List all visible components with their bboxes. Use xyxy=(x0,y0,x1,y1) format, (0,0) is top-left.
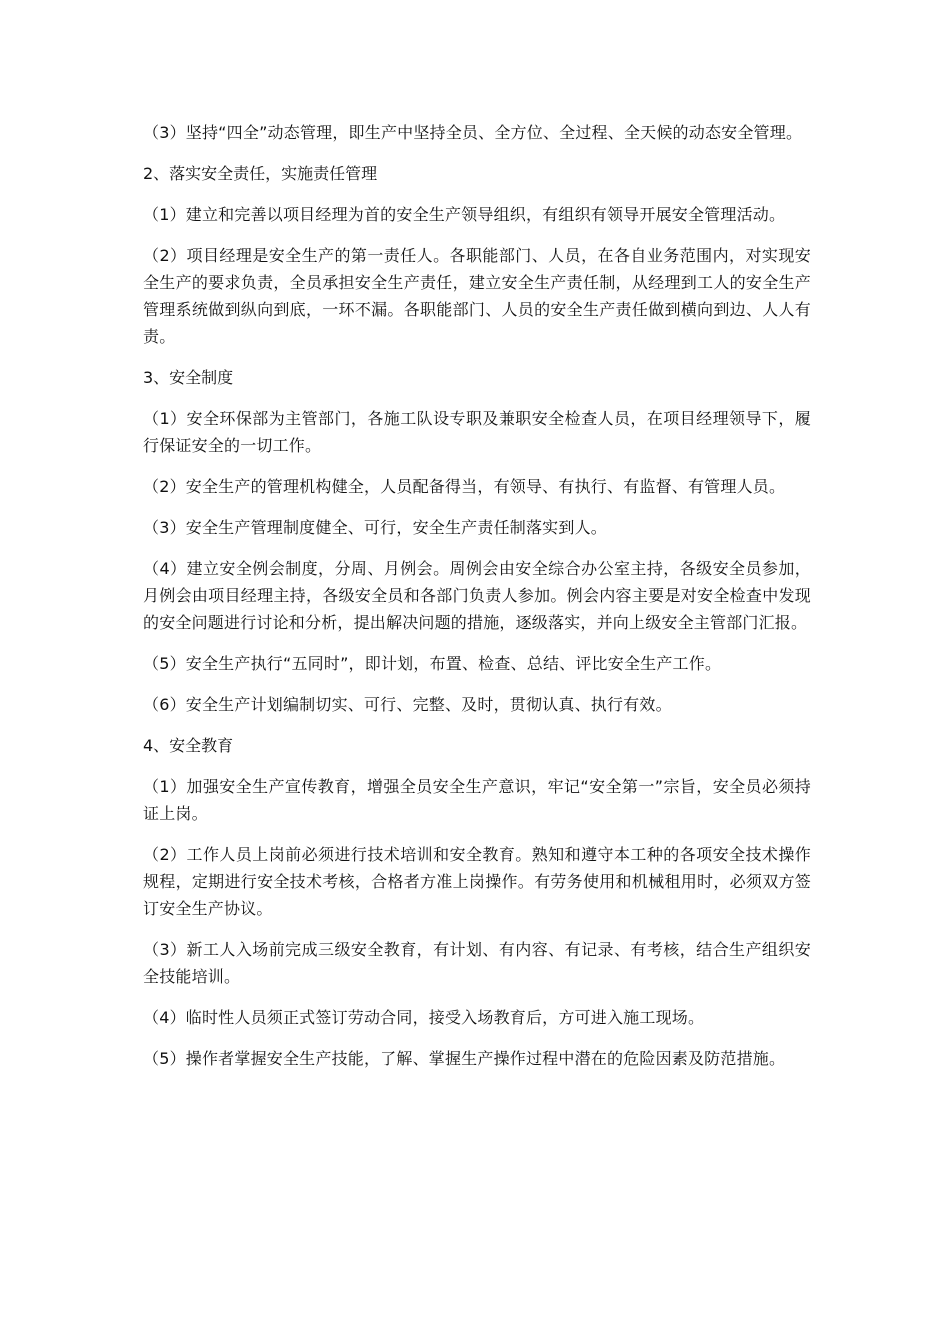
document-page xyxy=(143,119,811,1086)
paragraph-2-2: （2）项目经理是安全生产的第一责任人。各职能部门、人员，在各自业务范围内，对实现安全生产的要求负责，全员承担安全生产责任，建立安全生产责任制，从经理到工人的安全生产管理系统做到纵向到底，一环不漏。各职能部门、人员的安全生产责任做到横向到边、人人有责。 xyxy=(143,246,811,346)
paragraph-item-3-four-total: （3）坚持“四全”动态管理，即生产中坚持全员、全方位、全过程、全天候的动态安全管理。 xyxy=(143,123,803,142)
paragraph-2-1: （1）建立和完善以项目经理为首的安全生产领导组织，有组织有领导开展安全管理活动。 xyxy=(143,205,786,224)
paragraph-4-2: （2）工作人员上岗前必须进行技术培训和安全教育。熟知和遵守本工种的各项安全技术操作规程，定期进行安全技术考核，合格者方准上岗操作。有劳务使用和机械租用时，必须双方签订安全生产协议。 xyxy=(143,845,811,918)
paragraph-4-1: （1）加强安全生产宣传教育，增强全员安全生产意识，牢记“安全第一”宗旨，安全员必须持证上岗。 xyxy=(143,777,811,823)
section-heading-2: 2、落实安全责任，实施责任管理 xyxy=(143,164,378,183)
paragraph-4-3: （3）新工人入场前完成三级安全教育，有计划、有内容、有记录、有考核，结合生产组织安全技能培训。 xyxy=(143,940,811,986)
paragraph-3-2: （2）安全生产的管理机构健全，人员配备得当，有领导、有执行、有监督、有管理人员。 xyxy=(143,477,786,496)
paragraph-3-5: （5）安全生产执行“五同时”，即计划，布置、检查、总结、评比安全生产工作。 xyxy=(143,654,722,673)
section-heading-4: 4、安全教育 xyxy=(143,736,234,755)
paragraph-4-4: （4）临时性人员须正式签订劳动合同，接受入场教育后，方可进入施工现场。 xyxy=(143,1008,705,1027)
paragraph-3-3: （3）安全生产管理制度健全、可行，安全生产责任制落实到人。 xyxy=(143,518,607,537)
section-heading-3: 3、安全制度 xyxy=(143,368,234,387)
paragraph-4-5: （5）操作者掌握安全生产技能，了解、掌握生产操作过程中潜在的危险因素及防范措施。 xyxy=(143,1049,786,1068)
paragraph-3-4: （4）建立安全例会制度，分周、月例会。周例会由安全综合办公室主持，各级安全员参加，月例会由项目经理主持，各级安全员和各部门负责人参加。例会内容主要是对安全检查中发现的安全问题进行讨论和分析，提出解决问题的措施，逐级落实，并向上级安全主管部门汇报。 xyxy=(143,559,811,632)
paragraph-3-1: （1）安全环保部为主管部门，各施工队设专职及兼职安全检查人员，在项目经理领导下，履行保证安全的一切工作。 xyxy=(143,409,811,455)
paragraph-3-6: （6）安全生产计划编制切实、可行、完整、及时，贯彻认真、执行有效。 xyxy=(143,695,672,714)
